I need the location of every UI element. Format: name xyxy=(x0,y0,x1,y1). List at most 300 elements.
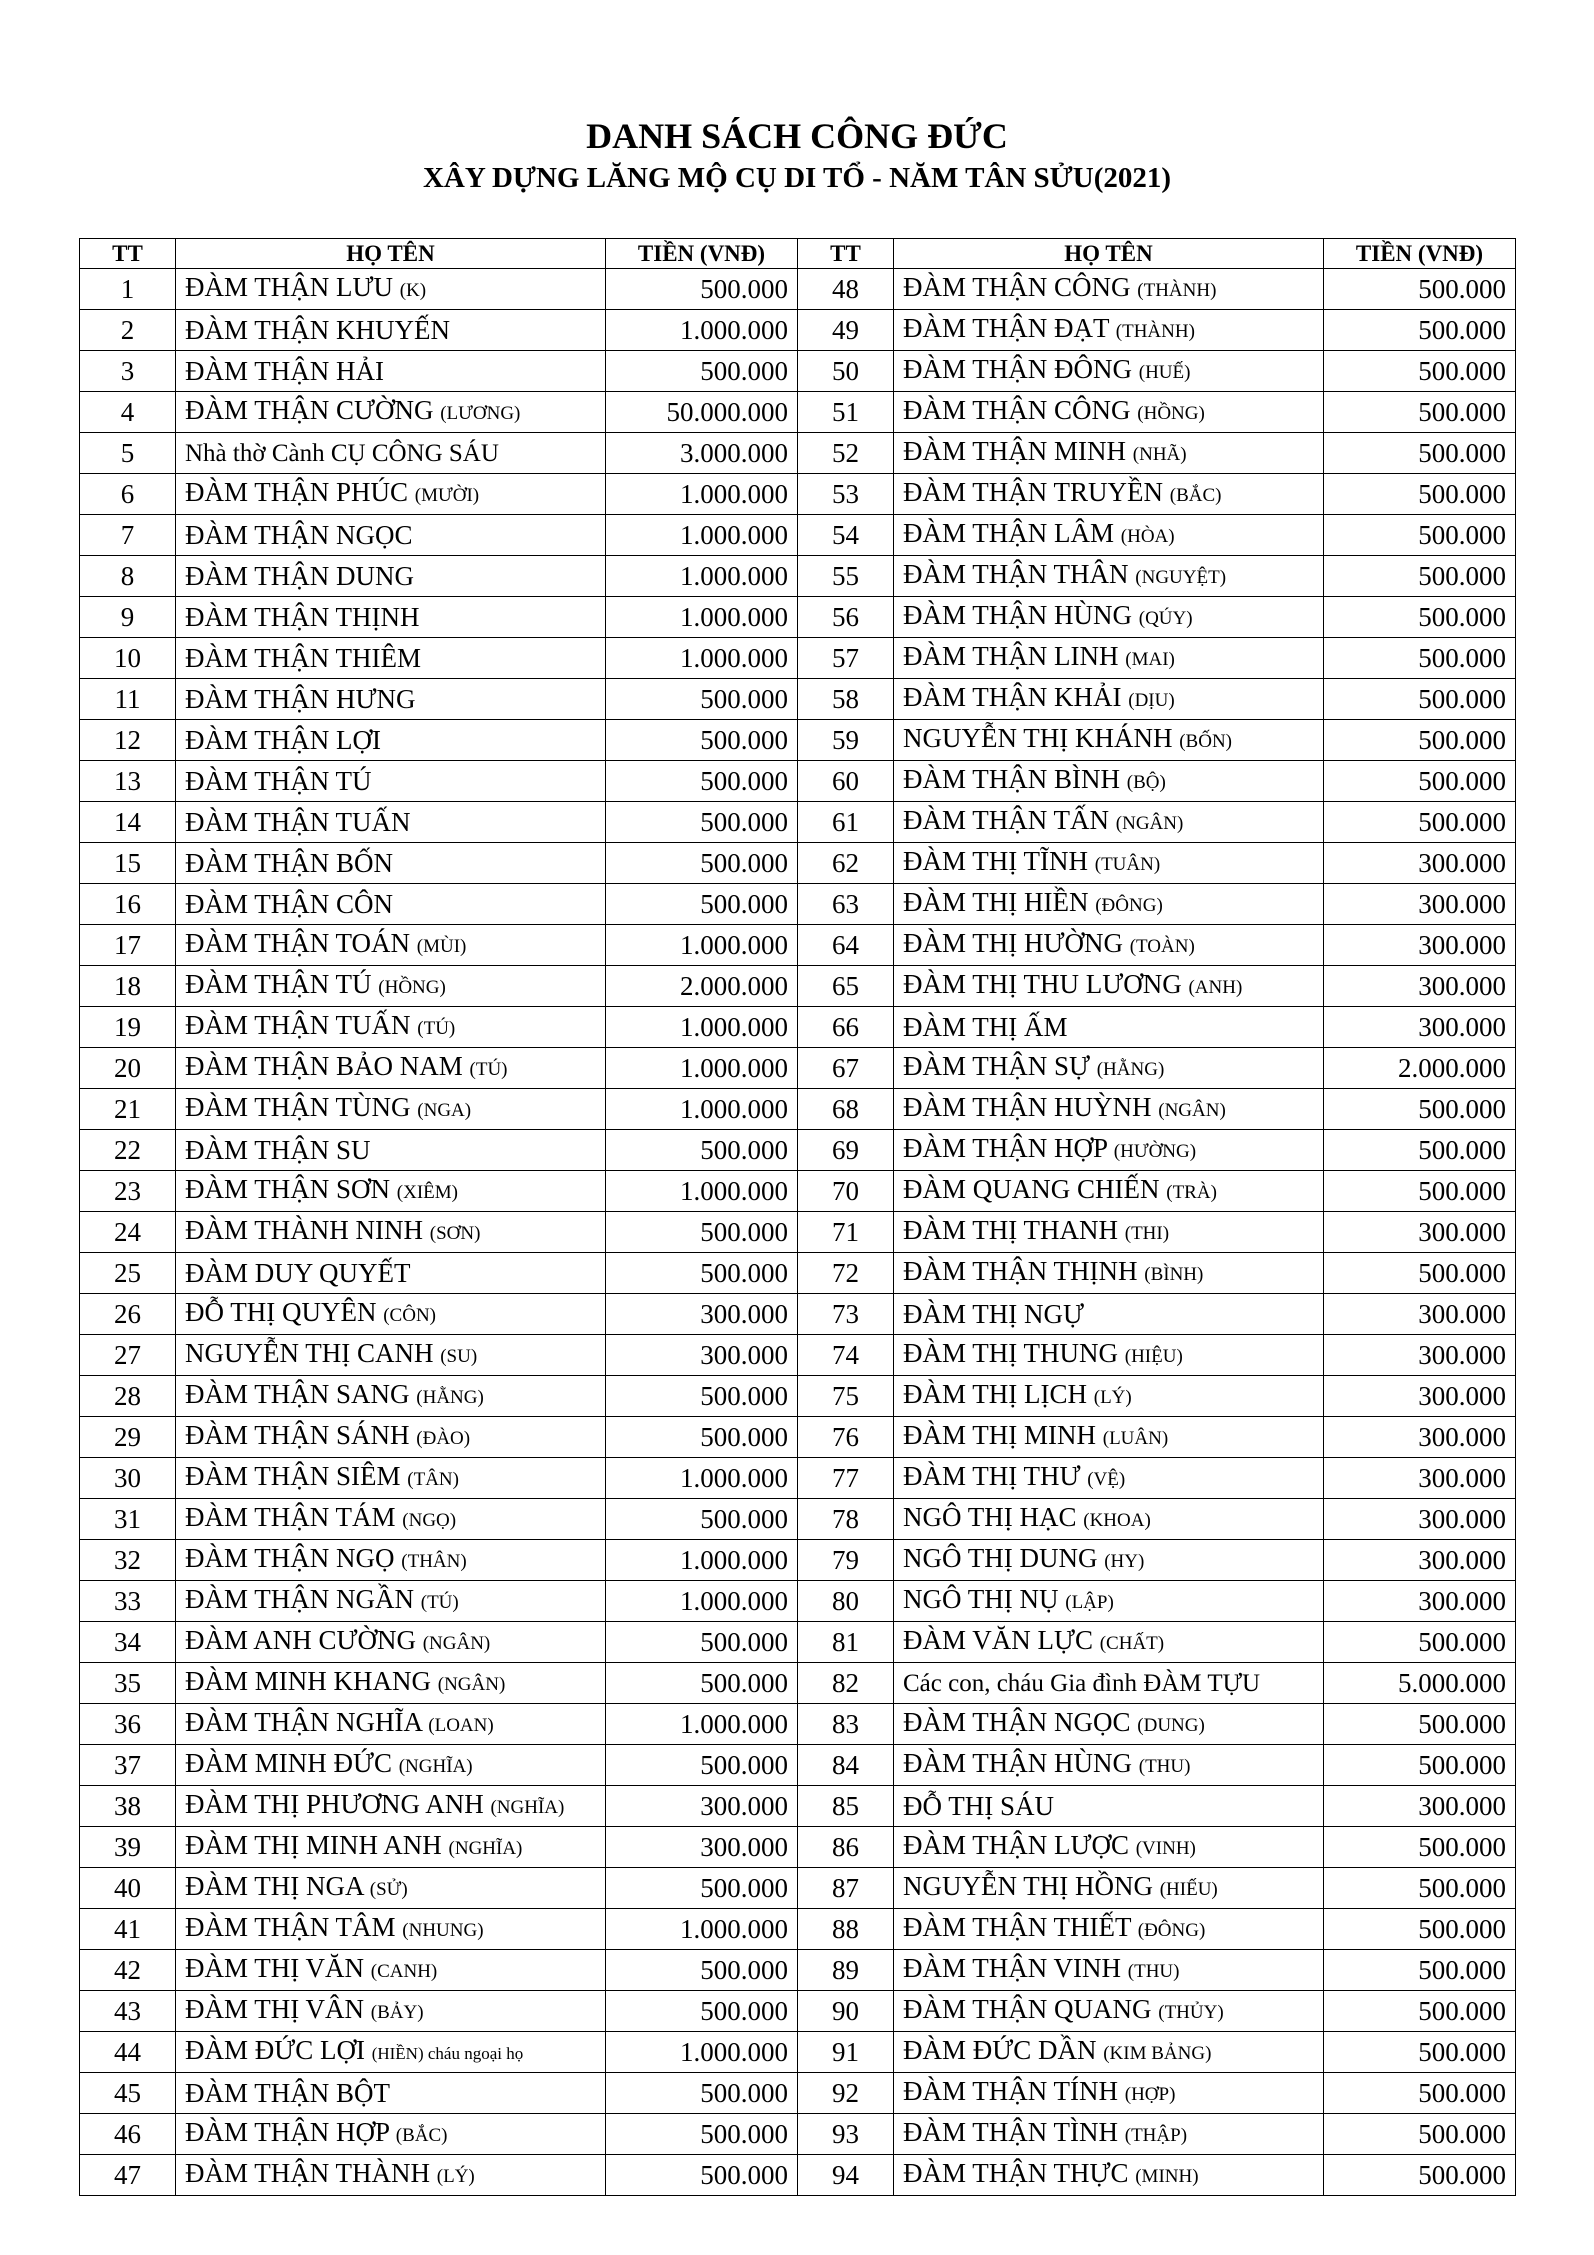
donation-amount-left: 1.000.000 xyxy=(606,1458,798,1499)
donor-name-cell-left xyxy=(176,1007,606,1048)
donor-name-cell-left xyxy=(176,925,606,966)
donation-amount-left: 1.000.000 xyxy=(606,474,798,515)
donor-name: ĐÀM THẬN SANG xyxy=(185,1379,410,1409)
donor-name: ĐÀM THỊ HIỀN xyxy=(903,887,1089,917)
table-row xyxy=(80,2073,1516,2114)
donor-name: ĐÀM THẬN LỢI xyxy=(185,725,381,755)
donor-household: (DUNG) xyxy=(1137,1715,1205,1736)
donation-amount-left: 500.000 xyxy=(606,1950,798,1991)
document-title: DANH SÁCH CÔNG ĐỨC xyxy=(586,116,1008,156)
donor-name-cell-left xyxy=(176,884,606,925)
donor-household: (HIẾU) xyxy=(1159,1879,1218,1900)
donor-household: (THU) xyxy=(1127,1961,1180,1982)
entry-number-right: 83 xyxy=(798,1704,894,1745)
donor-name: ĐÀM DUY QUYẾT xyxy=(185,1258,411,1288)
donor-name: ĐÀM THẬN TÌNH xyxy=(903,2117,1118,2147)
donation-amount-left: 1.000.000 xyxy=(606,1089,798,1130)
donor-household: (LƯƠNG) xyxy=(440,403,521,424)
donor-name-cell-left xyxy=(176,310,606,351)
donor-name: ĐÀM THẬN ĐẠT xyxy=(903,313,1110,343)
donation-amount-right: 500.000 xyxy=(1324,351,1516,392)
donation-amount-left: 1.000.000 xyxy=(606,925,798,966)
table-row xyxy=(80,1540,1516,1581)
donor-name: ĐÀM THẬN DUNG xyxy=(185,561,414,591)
donor-name: ĐÀM THẬN QUANG xyxy=(903,1994,1152,2024)
donor-household: (CÔN) xyxy=(383,1305,437,1326)
entry-number-right: 54 xyxy=(798,515,894,556)
donor-household: (KIM BẢNG) xyxy=(1103,2043,1212,2064)
donation-amount-left: 500.000 xyxy=(606,802,798,843)
donor-household: (HỒNG) xyxy=(378,977,446,998)
donation-amount-left: 1.000.000 xyxy=(606,2032,798,2073)
donor-household: (CHẤT) xyxy=(1099,1633,1165,1654)
table-body xyxy=(80,269,1516,2196)
table-row xyxy=(80,1212,1516,1253)
entry-number-right: 53 xyxy=(798,474,894,515)
donor-name-cell-right xyxy=(894,1335,1324,1376)
donor-name: ĐÀM ANH CƯỜNG xyxy=(185,1625,416,1655)
donor-name-cell-right xyxy=(894,1581,1324,1622)
donation-amount-right: 300.000 xyxy=(1324,1212,1516,1253)
table-row xyxy=(80,392,1516,433)
entry-number-right: 59 xyxy=(798,720,894,761)
donor-household: (ĐÔNG) xyxy=(1095,895,1163,916)
donor-name: ĐÀM THẬN THỰC xyxy=(903,2158,1129,2188)
donor-household: (LÝ) xyxy=(1093,1387,1132,1408)
donation-amount-right: 300.000 xyxy=(1324,1786,1516,1827)
donor-name: ĐÀM THẬN BỘT xyxy=(185,2078,391,2108)
donor-name: ĐÀM QUANG CHIẾN xyxy=(903,1174,1160,1204)
donor-name: ĐÀM MINH ĐỨC xyxy=(185,1748,392,1778)
table-row xyxy=(80,597,1516,638)
entry-number-right: 63 xyxy=(798,884,894,925)
donor-household: (KHOA) xyxy=(1083,1510,1151,1531)
donor-name: ĐÀM MINH KHANG xyxy=(185,1666,431,1696)
donor-household: (MINH) xyxy=(1135,2166,1199,2187)
donor-household: (VINH) xyxy=(1135,1838,1196,1859)
table-row xyxy=(80,1663,1516,1704)
donation-amount-left: 1.000.000 xyxy=(606,1704,798,1745)
donor-household: (SỬ) xyxy=(369,1879,408,1900)
donor-name-cell-right xyxy=(894,351,1324,392)
donor-name-cell-right xyxy=(894,1786,1324,1827)
table-row xyxy=(80,1294,1516,1335)
donor-household: (SƠN) xyxy=(429,1223,481,1244)
table-row xyxy=(80,1007,1516,1048)
table-row xyxy=(80,1909,1516,1950)
donation-amount-right: 300.000 xyxy=(1324,1581,1516,1622)
donation-amount-left: 500.000 xyxy=(606,720,798,761)
donation-amount-right: 500.000 xyxy=(1324,597,1516,638)
donor-name: ĐÀM THẬN ĐÔNG xyxy=(903,354,1132,384)
entry-number-left: 31 xyxy=(80,1499,176,1540)
donor-household: (ĐÔNG) xyxy=(1137,1920,1206,1941)
donation-amount-right: 500.000 xyxy=(1324,1171,1516,1212)
entry-number-left: 1 xyxy=(80,269,176,310)
donor-name: ĐÀM THẬN HÙNG xyxy=(903,600,1132,630)
donor-name: Nhà thờ Cành CỤ CÔNG SÁU xyxy=(185,440,499,467)
donation-amount-left: 300.000 xyxy=(606,1294,798,1335)
donor-household: (NHUNG) xyxy=(402,1920,484,1941)
donor-name: ĐÀM THỊ ẤM xyxy=(903,1012,1068,1042)
donor-household: (CANH) xyxy=(370,1961,438,1982)
donation-amount-right: 500.000 xyxy=(1324,1745,1516,1786)
entry-number-right: 85 xyxy=(798,1786,894,1827)
donor-name: ĐÀM THẬN KHUYẾN xyxy=(185,315,450,345)
table-row xyxy=(80,1253,1516,1294)
donor-name-cell-left xyxy=(176,1868,606,1909)
donation-amount-left: 1.000.000 xyxy=(606,556,798,597)
donor-name-cell-right xyxy=(894,597,1324,638)
donor-household: (VỆ) xyxy=(1087,1469,1126,1490)
donor-name-cell-right xyxy=(894,1048,1324,1089)
donation-amount-left: 500.000 xyxy=(606,2073,798,2114)
entry-number-left: 3 xyxy=(80,351,176,392)
donor-name: ĐÀM THẬN BÌNH xyxy=(903,764,1121,794)
entry-number-right: 76 xyxy=(798,1417,894,1458)
donor-name-cell-right xyxy=(894,310,1324,351)
donor-household: (TÚ) xyxy=(469,1059,508,1080)
table-row xyxy=(80,1745,1516,1786)
donor-household: (BÌNH) xyxy=(1144,1264,1204,1285)
entry-number-right: 79 xyxy=(798,1540,894,1581)
entry-number-right: 68 xyxy=(798,1089,894,1130)
col-header-amount-left: TIỀN (VNĐ) xyxy=(606,239,798,269)
donor-household: (THI) xyxy=(1124,1223,1170,1244)
entry-number-left: 23 xyxy=(80,1171,176,1212)
donor-name-cell-left xyxy=(176,843,606,884)
donor-name-cell-right xyxy=(894,515,1324,556)
table-row xyxy=(80,966,1516,1007)
table-row xyxy=(80,1048,1516,1089)
donation-amount-right: 500.000 xyxy=(1324,2032,1516,2073)
donor-name: ĐÀM THỊ VĂN xyxy=(185,1953,365,1983)
donor-household: (XIÊM) xyxy=(396,1182,458,1203)
donation-amount-left: 1.000.000 xyxy=(606,1581,798,1622)
donor-name-cell-left xyxy=(176,1581,606,1622)
donor-name-cell-left xyxy=(176,1458,606,1499)
donor-name: ĐÀM THẬN HUỲNH xyxy=(903,1092,1152,1122)
entry-number-right: 89 xyxy=(798,1950,894,1991)
table-row xyxy=(80,1704,1516,1745)
donation-amount-right: 300.000 xyxy=(1324,1376,1516,1417)
entry-number-left: 47 xyxy=(80,2155,176,2196)
donor-household: (MÙI) xyxy=(416,936,467,957)
entry-number-right: 75 xyxy=(798,1376,894,1417)
entry-number-left: 24 xyxy=(80,1212,176,1253)
entry-number-left: 17 xyxy=(80,925,176,966)
donation-amount-left: 500.000 xyxy=(606,351,798,392)
donation-amount-left: 1.000.000 xyxy=(606,515,798,556)
donor-household: (BẢY) xyxy=(370,2002,424,2023)
donor-name: ĐỖ THỊ QUYÊN xyxy=(185,1297,377,1327)
entry-number-right: 70 xyxy=(798,1171,894,1212)
entry-number-left: 2 xyxy=(80,310,176,351)
donor-name-cell-right xyxy=(894,679,1324,720)
donor-household: (NGỌ) xyxy=(402,1510,457,1531)
donor-name-cell-right xyxy=(894,392,1324,433)
donation-amount-right: 500.000 xyxy=(1324,269,1516,310)
col-header-tt-left: TT xyxy=(80,239,176,269)
donation-amount-right: 500.000 xyxy=(1324,474,1516,515)
donor-name: ĐÀM THỊ NGỰ xyxy=(903,1299,1084,1329)
donor-name-cell-left xyxy=(176,2073,606,2114)
donation-amount-right: 300.000 xyxy=(1324,1417,1516,1458)
donor-name-cell-right xyxy=(894,474,1324,515)
donor-name-cell-left xyxy=(176,2155,606,2196)
donor-name: ĐÀM THẬN TÁM xyxy=(185,1502,396,1532)
donor-name-cell-right xyxy=(894,1212,1324,1253)
donor-name: NGUYỄN THỊ KHÁNH xyxy=(903,723,1173,753)
donor-household: (ĐÀO) xyxy=(416,1428,471,1449)
donor-name-cell-left xyxy=(176,1663,606,1704)
entry-number-left: 16 xyxy=(80,884,176,925)
table-row xyxy=(80,638,1516,679)
table-row xyxy=(80,720,1516,761)
entry-number-right: 71 xyxy=(798,1212,894,1253)
donor-name-cell-left xyxy=(176,1499,606,1540)
entry-number-left: 46 xyxy=(80,2114,176,2155)
donor-name: ĐÀM THẬN HỢP xyxy=(903,1133,1108,1163)
donor-name: ĐÀM THẬN THIẾT xyxy=(903,1912,1131,1942)
table-header-row xyxy=(80,239,1516,269)
entry-number-right: 55 xyxy=(798,556,894,597)
col-header-amount-right: TIỀN (VNĐ) xyxy=(1324,239,1516,269)
donor-name-cell-right xyxy=(894,2155,1324,2196)
donor-name: ĐÀM THẬN TÂM xyxy=(185,1912,396,1942)
entry-number-left: 32 xyxy=(80,1540,176,1581)
donation-amount-right: 300.000 xyxy=(1324,1499,1516,1540)
donor-name-cell-left xyxy=(176,1212,606,1253)
donation-amount-left: 50.000.000 xyxy=(606,392,798,433)
donor-name-cell-right xyxy=(894,761,1324,802)
table-row xyxy=(80,1786,1516,1827)
donor-name-cell-left xyxy=(176,966,606,1007)
donation-amount-left: 500.000 xyxy=(606,1130,798,1171)
donor-name-cell-right xyxy=(894,1376,1324,1417)
table-row xyxy=(80,515,1516,556)
donation-amount-left: 500.000 xyxy=(606,1253,798,1294)
donor-name: ĐÀM THẬN SÁNH xyxy=(185,1420,410,1450)
donor-name-cell-left xyxy=(176,351,606,392)
donation-amount-right: 500.000 xyxy=(1324,1950,1516,1991)
table-row xyxy=(80,1950,1516,1991)
entry-number-right: 74 xyxy=(798,1335,894,1376)
donation-amount-left: 500.000 xyxy=(606,1212,798,1253)
document-subtitle: XÂY DỰNG LĂNG MỘ CỤ DI TỔ - NĂM TÂN SỬU(2021) xyxy=(422,162,1172,194)
entry-number-left: 5 xyxy=(80,433,176,474)
donor-name-cell-left xyxy=(176,1048,606,1089)
entry-number-right: 51 xyxy=(798,392,894,433)
donor-name: ĐÀM THẬN NGẦN xyxy=(185,1584,414,1614)
donor-name: ĐÀM THỊ MINH xyxy=(903,1420,1096,1450)
donor-name-cell-right xyxy=(894,1704,1324,1745)
entry-number-left: 13 xyxy=(80,761,176,802)
donor-name-cell-right xyxy=(894,1663,1324,1704)
donor-household: (NGHĨA) xyxy=(490,1797,565,1818)
donor-name: ĐÀM THẬN TUẤN xyxy=(185,1010,411,1040)
donor-household: (DỊU) xyxy=(1128,690,1175,711)
table-row xyxy=(80,679,1516,720)
donor-name: ĐÀM THẬN TUẤN xyxy=(185,807,411,837)
table-row xyxy=(80,474,1516,515)
donation-amount-right: 500.000 xyxy=(1324,1827,1516,1868)
donor-household: (LÝ) xyxy=(436,2166,475,2187)
entry-number-left: 45 xyxy=(80,2073,176,2114)
table-row xyxy=(80,1171,1516,1212)
donor-name-cell-right xyxy=(894,2073,1324,2114)
table-row xyxy=(80,1417,1516,1458)
donation-amount-left: 3.000.000 xyxy=(606,433,798,474)
table-row xyxy=(80,556,1516,597)
entry-number-left: 25 xyxy=(80,1253,176,1294)
donor-household: (K) xyxy=(399,280,427,301)
donor-household: (THÀNH) xyxy=(1137,280,1217,301)
donor-household: (LOAN) xyxy=(428,1715,494,1736)
donation-amount-right: 500.000 xyxy=(1324,802,1516,843)
donor-name: ĐÀM THỊ PHƯƠNG ANH xyxy=(185,1789,484,1819)
entry-number-left: 35 xyxy=(80,1663,176,1704)
entry-number-right: 67 xyxy=(798,1048,894,1089)
donor-name: ĐÀM THỊ MINH ANH xyxy=(185,1830,442,1860)
donor-name-cell-left xyxy=(176,1171,606,1212)
donor-name: ĐÀM THẬN LƯỢC xyxy=(903,1830,1129,1860)
table-row xyxy=(80,310,1516,351)
donation-amount-right: 500.000 xyxy=(1324,1089,1516,1130)
donor-name-cell-left xyxy=(176,515,606,556)
donor-household: (HƯỜNG) xyxy=(1113,1141,1197,1162)
col-header-name-right: HỌ TÊN xyxy=(894,239,1324,269)
donor-name-cell-right xyxy=(894,925,1324,966)
donation-amount-right: 500.000 xyxy=(1324,638,1516,679)
entry-number-right: 77 xyxy=(798,1458,894,1499)
entry-number-left: 15 xyxy=(80,843,176,884)
entry-number-right: 73 xyxy=(798,1294,894,1335)
entry-number-right: 61 xyxy=(798,802,894,843)
donor-name-cell-right xyxy=(894,1745,1324,1786)
donor-name: ĐÀM THẬN BỐN xyxy=(185,848,394,878)
table-row xyxy=(80,433,1516,474)
donor-name: ĐÀM THẬN CƯỜNG xyxy=(185,395,434,425)
table-row xyxy=(80,884,1516,925)
donor-name: ĐÀM THẬN VINH xyxy=(903,1953,1122,1983)
donor-household: (NGHĨA) xyxy=(448,1838,523,1859)
donor-household: (HUẾ) xyxy=(1138,362,1191,383)
donation-amount-right: 500.000 xyxy=(1324,1991,1516,2032)
donor-name: ĐÀM THẬN SỰ xyxy=(903,1051,1090,1081)
entry-number-left: 14 xyxy=(80,802,176,843)
donor-name: ĐÀM THẬN SIÊM xyxy=(185,1461,401,1491)
donor-name-cell-right xyxy=(894,1171,1324,1212)
donor-name: ĐÀM THẬN SU xyxy=(185,1135,371,1165)
donation-amount-left: 1.000.000 xyxy=(606,1909,798,1950)
donation-amount-right: 500.000 xyxy=(1324,1622,1516,1663)
donor-household: (NGÂN) xyxy=(1115,813,1184,834)
table-row xyxy=(80,761,1516,802)
donor-household: (NGÂN) xyxy=(1158,1100,1226,1121)
entry-number-right: 56 xyxy=(798,597,894,638)
entry-number-left: 33 xyxy=(80,1581,176,1622)
donor-household: (TÚ) xyxy=(420,1592,459,1613)
entry-number-left: 28 xyxy=(80,1376,176,1417)
donor-name: ĐÀM ĐỨC DẦN xyxy=(903,2035,1097,2065)
donor-household: (SU) xyxy=(440,1346,478,1367)
donation-amount-right: 500.000 xyxy=(1324,1130,1516,1171)
donor-name: ĐÀM THỊ NGA xyxy=(185,1871,364,1901)
donation-amount-left: 2.000.000 xyxy=(606,966,798,1007)
donor-name: ĐÀM THẬN HỢP xyxy=(185,2117,390,2147)
donation-amount-right: 500.000 xyxy=(1324,1909,1516,1950)
donor-household: (HIỀN) cháu ngoại họ xyxy=(371,2044,524,2063)
donor-name: ĐÀM THẬN CÔN xyxy=(185,889,394,919)
donor-name: ĐÀM THÀNH NINH xyxy=(185,1215,423,1245)
donor-household: (BẮC) xyxy=(395,2125,448,2146)
donation-amount-left: 1.000.000 xyxy=(606,1171,798,1212)
donation-amount-left: 500.000 xyxy=(606,679,798,720)
donor-name-cell-left xyxy=(176,761,606,802)
entry-number-right: 90 xyxy=(798,1991,894,2032)
donor-household: (TOÀN) xyxy=(1129,936,1195,957)
entry-number-right: 66 xyxy=(798,1007,894,1048)
entry-number-left: 26 xyxy=(80,1294,176,1335)
entry-number-right: 93 xyxy=(798,2114,894,2155)
donation-amount-left: 500.000 xyxy=(606,761,798,802)
donor-name-cell-right xyxy=(894,2114,1324,2155)
donation-amount-right: 500.000 xyxy=(1324,679,1516,720)
donation-amount-right: 500.000 xyxy=(1324,392,1516,433)
donor-name: ĐÀM THẬN SƠN xyxy=(185,1174,391,1204)
donor-household: (NGUYỆT) xyxy=(1135,567,1227,588)
donor-household: (THU) xyxy=(1138,1756,1191,1777)
donor-name-cell-right xyxy=(894,638,1324,679)
donation-amount-right: 300.000 xyxy=(1324,1335,1516,1376)
table-row xyxy=(80,2114,1516,2155)
donor-name: ĐÀM THẬN CÔNG xyxy=(903,395,1131,425)
donor-name-cell-right xyxy=(894,843,1324,884)
donor-name-cell-left xyxy=(176,1253,606,1294)
donor-household: (HẰNG) xyxy=(416,1387,484,1408)
entry-number-left: 12 xyxy=(80,720,176,761)
donor-name-cell-right xyxy=(894,1991,1324,2032)
donor-household: (HIỆU) xyxy=(1124,1346,1183,1367)
donation-amount-right: 300.000 xyxy=(1324,966,1516,1007)
table-row xyxy=(80,1130,1516,1171)
donor-name-cell-left xyxy=(176,679,606,720)
donor-household: (ANH) xyxy=(1188,977,1243,998)
donor-name-cell-left xyxy=(176,1089,606,1130)
donor-name: ĐÀM THẬN MINH xyxy=(903,436,1127,466)
donation-amount-left: 500.000 xyxy=(606,1622,798,1663)
donor-household: (BỐN) xyxy=(1179,731,1233,752)
donor-name-cell-left xyxy=(176,474,606,515)
donor-name: ĐÀM THẬN TÍNH xyxy=(903,2076,1118,2106)
donation-amount-left: 1.000.000 xyxy=(606,1540,798,1581)
entry-number-right: 72 xyxy=(798,1253,894,1294)
donor-household: (TÚ) xyxy=(417,1018,456,1039)
donation-amount-left: 500.000 xyxy=(606,843,798,884)
donor-household: (TRÀ) xyxy=(1166,1182,1217,1203)
table-row xyxy=(80,1499,1516,1540)
donor-name-cell-left xyxy=(176,2032,606,2073)
donor-household: (THÂN) xyxy=(401,1551,467,1572)
donor-name-cell-right xyxy=(894,1253,1324,1294)
donor-name: ĐÀM THẬN NGỌ xyxy=(185,1543,395,1573)
donor-name-cell-left xyxy=(176,269,606,310)
donor-name: ĐÀM THẬN THÀNH xyxy=(185,2158,431,2188)
donor-name: ĐÀM THẬN THỊNH xyxy=(903,1256,1138,1286)
donor-name-cell-right xyxy=(894,884,1324,925)
donation-amount-left: 1.000.000 xyxy=(606,638,798,679)
